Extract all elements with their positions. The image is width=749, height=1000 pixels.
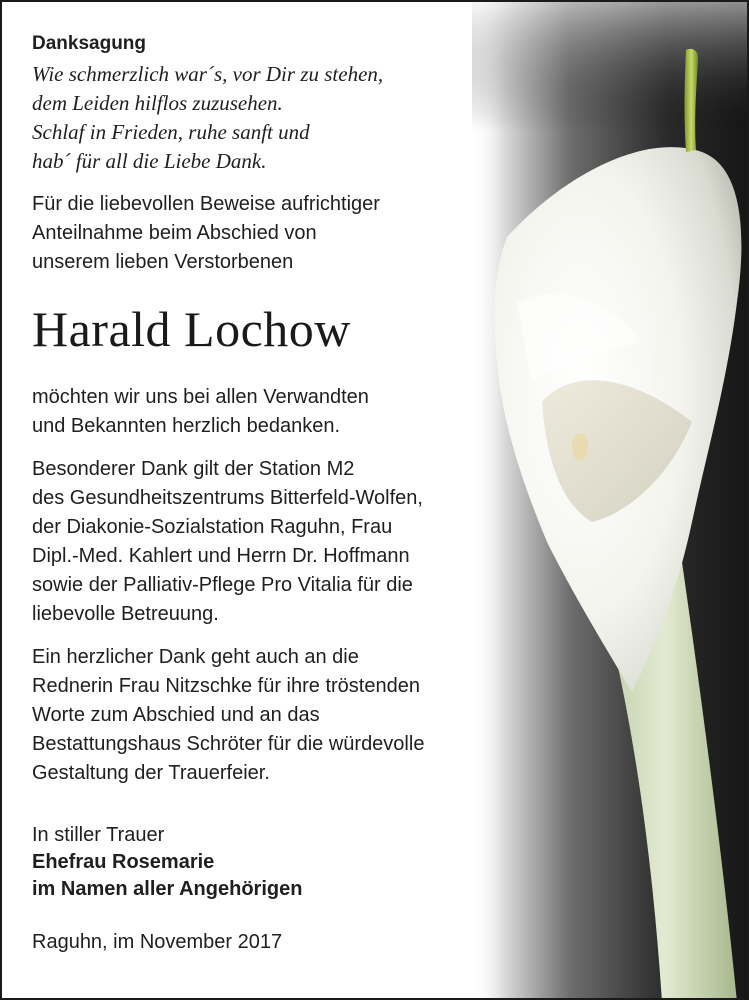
thanks-line: und Bekannten herzlich bedanken. bbox=[32, 415, 341, 437]
signature-name: Ehefrau Rosemarie bbox=[32, 851, 215, 873]
special-thanks-paragraph bbox=[32, 455, 532, 629]
thanks-paragraph bbox=[32, 383, 532, 441]
further-thanks-line: Gestaltung der Trauerfeier. bbox=[32, 762, 270, 784]
thanks-line: möchten wir uns bei allen Verwandten bbox=[32, 386, 369, 408]
obituary-text bbox=[32, 32, 532, 956]
signature-family: im Namen aller Angehörigen bbox=[32, 878, 303, 900]
intro-line: Für die liebevollen Beweise aufrichtiger bbox=[32, 193, 380, 215]
intro-paragraph bbox=[32, 190, 532, 277]
special-thanks-line: der Diakonie-Sozialstation Raguhn, Frau bbox=[32, 516, 393, 538]
signature bbox=[32, 822, 532, 903]
special-thanks-line: Besonderer Dank gilt der Station M2 bbox=[32, 458, 355, 480]
signature-line: In stiller Trauer bbox=[32, 824, 165, 846]
poem-line: dem Leiden hilflos zuzusehen. bbox=[32, 91, 283, 115]
special-thanks-line: Dipl.-Med. Kahlert und Herrn Dr. Hoffmann bbox=[32, 545, 410, 567]
place-date: Raguhn, im November 2017 bbox=[32, 931, 283, 953]
heading: Danksagung bbox=[32, 33, 147, 54]
further-thanks-line: Rednerin Frau Nitzschke für ihre tröstenden bbox=[32, 675, 420, 697]
deceased-name: Harald Lochow bbox=[32, 301, 351, 357]
special-thanks-line: sowie der Palliativ-Pflege Pro Vitalia für die bbox=[32, 574, 413, 596]
further-thanks-line: Bestattungshaus Schröter für die würdevolle bbox=[32, 733, 425, 755]
poem-line: Wie schmerzlich war´s, vor Dir zu stehen, bbox=[32, 62, 384, 86]
special-thanks-line: liebevolle Betreuung. bbox=[32, 603, 219, 625]
further-thanks-paragraph bbox=[32, 643, 532, 788]
further-thanks-line: Worte zum Abschied und an das bbox=[32, 704, 320, 726]
intro-line: unserem lieben Verstorbenen bbox=[32, 251, 294, 273]
further-thanks-line: Ein herzlicher Dank geht auch an die bbox=[32, 646, 359, 668]
poem bbox=[32, 60, 532, 176]
poem-line: hab´ für all die Liebe Dank. bbox=[32, 149, 267, 173]
special-thanks-line: des Gesundheitszentrums Bitterfeld-Wolfen, bbox=[32, 487, 423, 509]
intro-line: Anteilnahme beim Abschied von bbox=[32, 222, 317, 244]
poem-line: Schlaf in Frieden, ruhe sanft und bbox=[32, 120, 310, 144]
